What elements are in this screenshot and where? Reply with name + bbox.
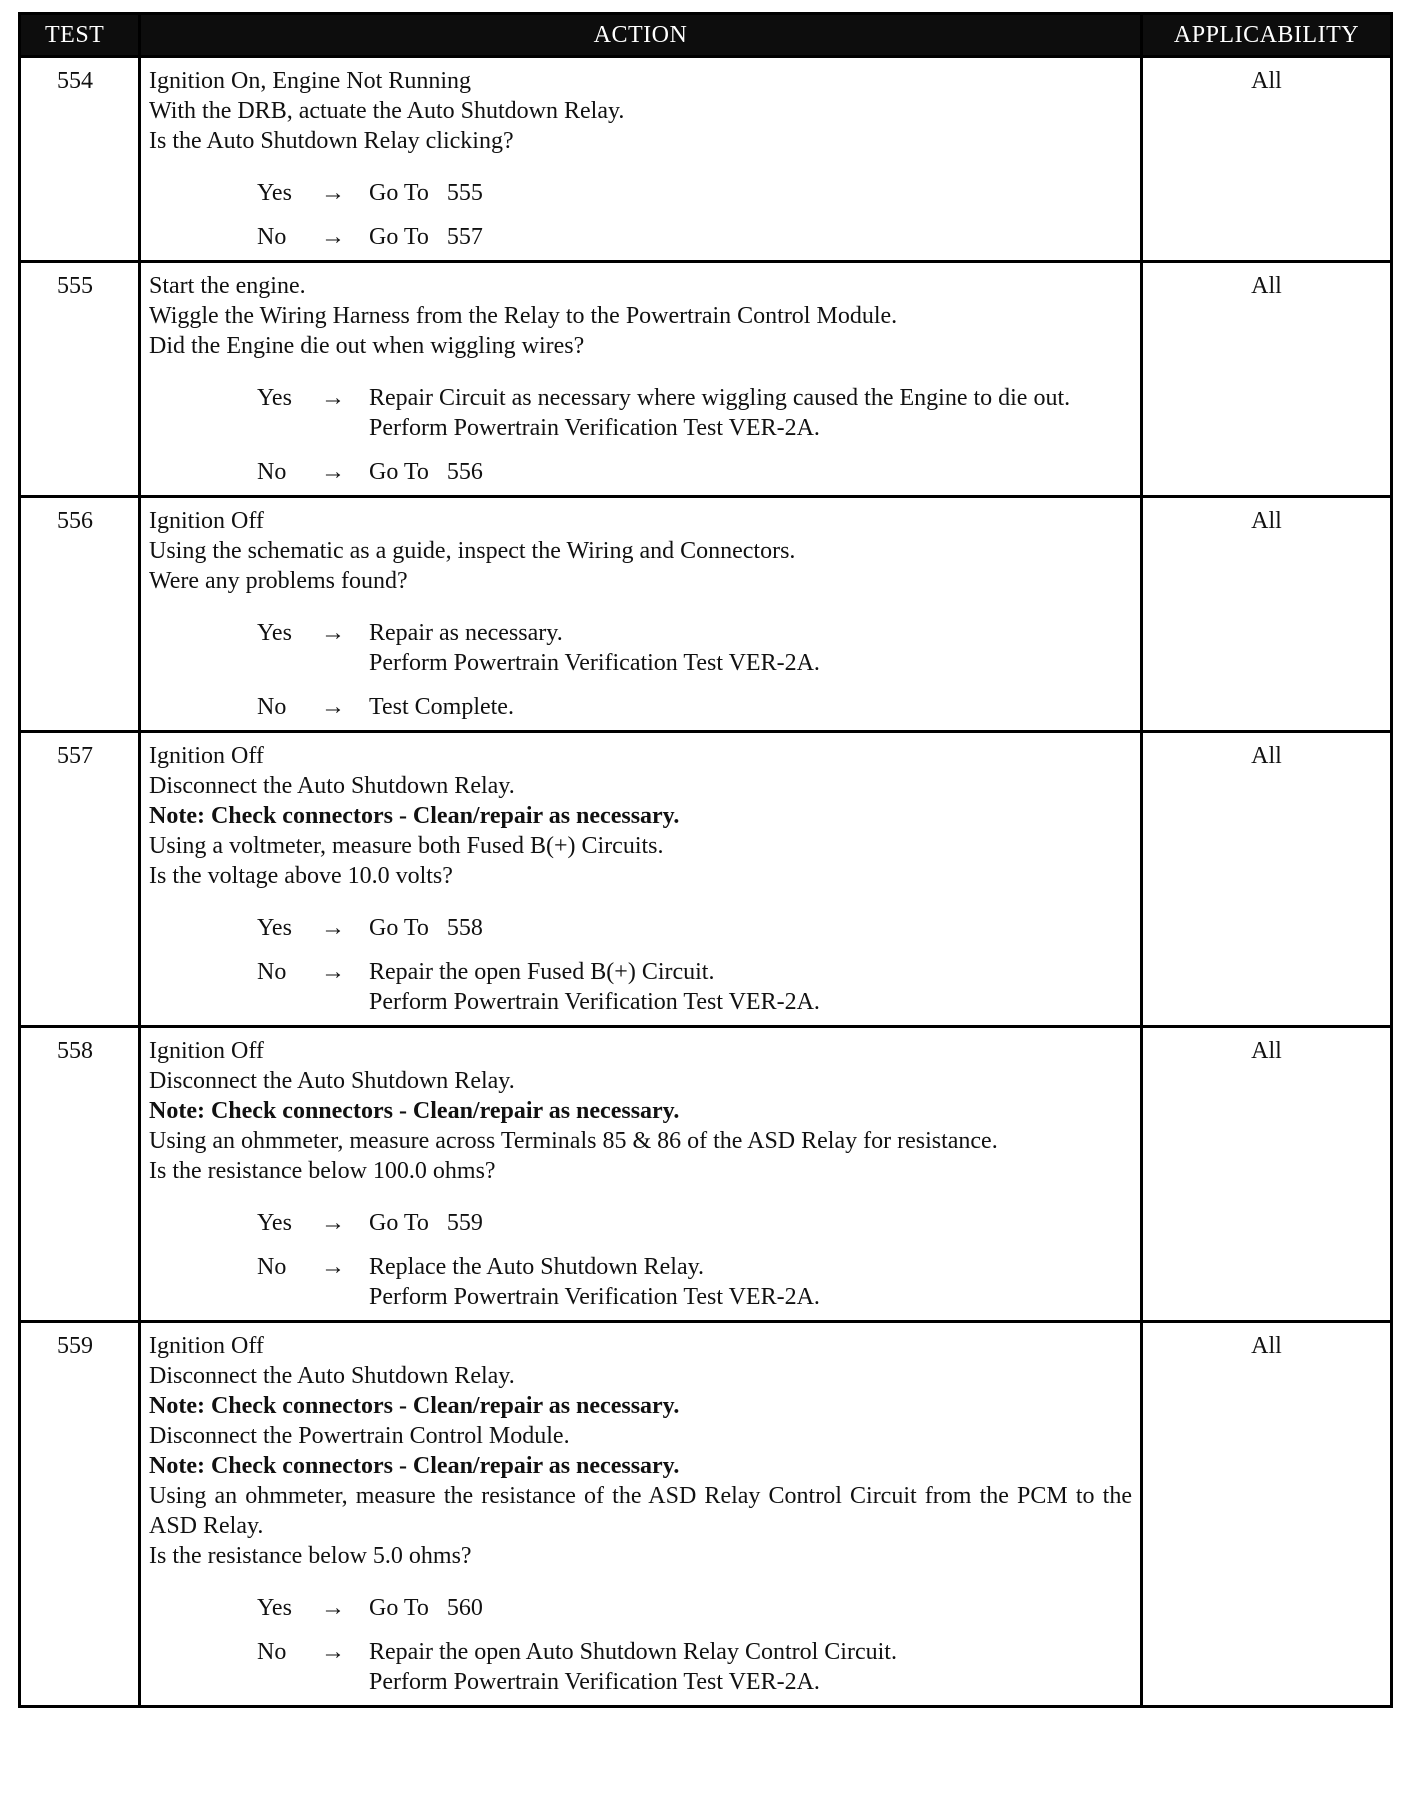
right-arrow-icon: → (321, 1210, 345, 1236)
action-step: Were any problems found? (149, 568, 408, 594)
yes-branch (149, 618, 1132, 678)
result-line: Go To 557 (369, 224, 483, 250)
no-branch (149, 1252, 1132, 1312)
yes-branch (149, 1593, 1132, 1623)
yes-branch (149, 178, 1132, 208)
header-action: ACTION (140, 14, 1142, 57)
result-line: Perform Powertrain Verification Test VER-2A. (369, 650, 820, 676)
result-line: Perform Powertrain Verification Test VER-2A. (369, 989, 820, 1015)
action-step: Is the Auto Shutdown Relay clicking? (149, 128, 514, 154)
test-row (20, 57, 1392, 262)
yes-label: Yes (257, 385, 292, 411)
no-branch (149, 692, 1132, 722)
action-step: Disconnect the Auto Shutdown Relay. (149, 773, 515, 799)
test-row (20, 732, 1392, 1027)
action-step: Is the resistance below 5.0 ohms? (149, 1543, 472, 1569)
result-line: Repair Circuit as necessary where wiggling caused the Engine to die out. (369, 385, 1071, 411)
header-applicability: APPLICABILITY (1142, 14, 1392, 57)
test-number: 555 (20, 262, 140, 497)
action-cell (140, 1027, 1142, 1322)
action-step: Disconnect the Auto Shutdown Relay. (149, 1363, 515, 1389)
action-step: Using an ohmmeter, measure the resistance of the ASD Relay Control Circuit from the PCM to the ASD Relay. (149, 1483, 1132, 1539)
action-step: Is the voltage above 10.0 volts? (149, 863, 453, 889)
table-header-row (20, 14, 1392, 57)
right-arrow-icon: → (321, 694, 345, 720)
result-line: Repair as necessary. (369, 620, 563, 646)
applicability-value: All (1142, 57, 1392, 262)
no-branch (149, 457, 1132, 487)
right-arrow-icon: → (321, 224, 345, 250)
right-arrow-icon: → (321, 459, 345, 485)
action-cell (140, 262, 1142, 497)
note-text: Note: Check connectors - Clean/repair as necessary. (149, 1453, 680, 1479)
no-result (369, 692, 1132, 722)
applicability-value: All (1142, 497, 1392, 732)
yes-label: Yes (257, 915, 292, 941)
no-branch (149, 222, 1132, 252)
note-text: Note: Check connectors - Clean/repair as necessary. (149, 1098, 680, 1124)
note-text: Note: Check connectors - Clean/repair as necessary. (149, 803, 680, 829)
right-arrow-icon: → (321, 1639, 345, 1665)
no-label: No (257, 959, 287, 985)
result-line: Go To 558 (369, 915, 483, 941)
action-step: Is the resistance below 100.0 ohms? (149, 1158, 496, 1184)
no-label: No (257, 224, 287, 250)
header-test: TEST (20, 14, 140, 57)
no-label: No (257, 1254, 287, 1280)
action-step: Disconnect the Auto Shutdown Relay. (149, 1068, 515, 1094)
note-text: Note: Check connectors - Clean/repair as necessary. (149, 1393, 680, 1419)
result-line: Go To 560 (369, 1595, 483, 1621)
no-result (369, 1252, 1132, 1312)
applicability-value: All (1142, 1027, 1392, 1322)
yes-label: Yes (257, 1595, 292, 1621)
result-line: Repair the open Auto Shutdown Relay Control Circuit. (369, 1639, 897, 1665)
test-number: 558 (20, 1027, 140, 1322)
no-label: No (257, 694, 287, 720)
result-line: Replace the Auto Shutdown Relay. (369, 1254, 705, 1280)
right-arrow-icon: → (321, 620, 345, 646)
no-label: No (257, 459, 287, 485)
no-label: No (257, 1639, 287, 1665)
action-step: Ignition Off (149, 1333, 264, 1359)
action-step: Ignition On, Engine Not Running (149, 68, 471, 94)
test-row (20, 1322, 1392, 1707)
action-step: Using the schematic as a guide, inspect the Wiring and Connectors. (149, 538, 796, 564)
diagnostic-test-table (18, 12, 1393, 1708)
applicability-value: All (1142, 1322, 1392, 1707)
right-arrow-icon: → (321, 1254, 345, 1280)
result-line: Test Complete. (369, 694, 514, 720)
test-number: 559 (20, 1322, 140, 1707)
no-branch (149, 1637, 1132, 1697)
yes-branch (149, 1208, 1132, 1238)
no-result (369, 1637, 1132, 1697)
right-arrow-icon: → (321, 1595, 345, 1621)
yes-label: Yes (257, 180, 292, 206)
action-step: Using an ohmmeter, measure across Terminals 85 & 86 of the ASD Relay for resistance. (149, 1128, 998, 1154)
right-arrow-icon: → (321, 180, 345, 206)
action-step: Wiggle the Wiring Harness from the Relay to the Powertrain Control Module. (149, 303, 898, 329)
action-step: Disconnect the Powertrain Control Module. (149, 1423, 570, 1449)
yes-result (369, 1593, 1132, 1623)
action-step: Ignition Off (149, 743, 264, 769)
result-line: Perform Powertrain Verification Test VER-2A. (369, 415, 820, 441)
action-cell (140, 497, 1142, 732)
action-cell (140, 732, 1142, 1027)
test-row (20, 262, 1392, 497)
result-line: Go To 556 (369, 459, 483, 485)
yes-label: Yes (257, 620, 292, 646)
action-step: Did the Engine die out when wiggling wires? (149, 333, 585, 359)
test-number: 556 (20, 497, 140, 732)
test-row (20, 497, 1392, 732)
no-result (369, 957, 1132, 1017)
result-line: Repair the open Fused B(+) Circuit. (369, 959, 715, 985)
action-cell (140, 57, 1142, 262)
right-arrow-icon: → (321, 385, 345, 411)
action-step: Ignition Off (149, 1038, 264, 1064)
no-result (369, 457, 1132, 487)
test-number: 554 (20, 57, 140, 262)
result-line: Perform Powertrain Verification Test VER-2A. (369, 1669, 820, 1695)
no-branch (149, 957, 1132, 1017)
result-line: Go To 555 (369, 180, 483, 206)
right-arrow-icon: → (321, 915, 345, 941)
yes-branch (149, 913, 1132, 943)
action-cell (140, 1322, 1142, 1707)
right-arrow-icon: → (321, 959, 345, 985)
applicability-value: All (1142, 732, 1392, 1027)
yes-result (369, 913, 1132, 943)
yes-result (369, 618, 1132, 678)
yes-result (369, 1208, 1132, 1238)
test-number: 557 (20, 732, 140, 1027)
action-step: Ignition Off (149, 508, 264, 534)
yes-result (369, 383, 1132, 443)
action-step: With the DRB, actuate the Auto Shutdown Relay. (149, 98, 625, 124)
result-line: Perform Powertrain Verification Test VER-2A. (369, 1284, 820, 1310)
yes-label: Yes (257, 1210, 292, 1236)
no-result (369, 222, 1132, 252)
test-row (20, 1027, 1392, 1322)
yes-branch (149, 383, 1132, 443)
action-step: Using a voltmeter, measure both Fused B(+) Circuits. (149, 833, 664, 859)
diagnostic-test-page (18, 12, 1390, 1812)
result-line: Go To 559 (369, 1210, 483, 1236)
action-step: Start the engine. (149, 273, 306, 299)
applicability-value: All (1142, 262, 1392, 497)
yes-result (369, 178, 1132, 208)
